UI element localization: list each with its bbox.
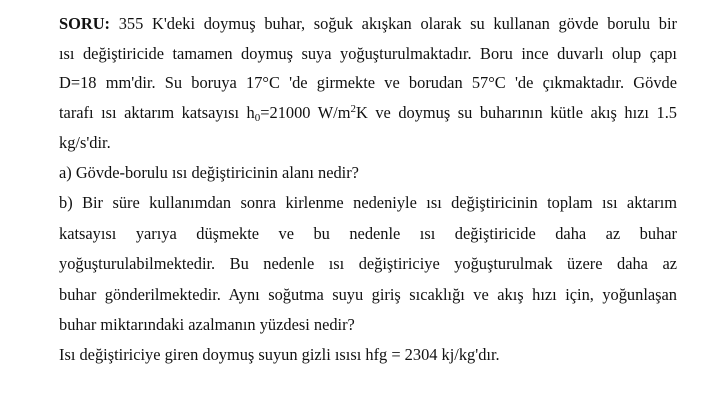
part-b-line-5: buhar miktarındaki azalmanın yüzdesi nedir?: [59, 315, 355, 334]
question-line-1: [59, 14, 677, 34]
part-a-text: a) Gövde-borulu ısı değiştiricinin alanı nedir?: [59, 163, 359, 182]
question-line-4-part-b: =21000 W/m: [260, 103, 351, 122]
question-label: SORU:: [59, 14, 110, 33]
m-superscript: 2: [350, 103, 356, 115]
note-text: Isı değiştiriciye giren doymuş suyun gizli ısısı hfg = 2304 kj/kg'dır.: [59, 345, 500, 364]
part-b-line-3: yoğuşturulabilmektedir. Bu nedenle ısı değiştiriciye yoğuşturulmak üzere daha az: [59, 254, 677, 273]
part-b-line-4: buhar gönderilmektedir. Aynı soğutma suyu giriş sıcaklığı ve akış hızı için, yoğunlaşan: [59, 285, 677, 304]
question-line-3: D=18 mm'dir. Su boruya 17°C 'de girmekte ve borudan 57°C 'de çıkmaktadır. Gövde: [59, 73, 677, 92]
question-line-4: [59, 103, 677, 123]
question-text-1: 355 K'deki doymuş buhar, soğuk akışkan olarak su kullanan gövde borulu bir: [118, 14, 677, 33]
question-line-4-part-a: tarafı ısı aktarım katsayısı h: [59, 103, 255, 122]
part-b-line-1: b) Bir süre kullanımdan sonra kirlenme nedeniyle ısı değiştiricinin toplam ısı aktarım: [59, 193, 677, 212]
question-line-4-part-c: K ve doymuş su buharının kütle akış hızı 1.5: [355, 103, 677, 122]
question-line-5: kg/s'dir.: [59, 133, 111, 152]
part-b-line-2: katsayısı yarıya düşmekte ve bu nedenle ısı değiştiricide daha az buhar: [59, 224, 677, 243]
h-subscript: 0: [254, 112, 261, 124]
question-line-2: ısı değiştiricide tamamen doymuş suya yoğuşturulmaktadır. Boru ince duvarlı olup çapı: [59, 44, 677, 63]
